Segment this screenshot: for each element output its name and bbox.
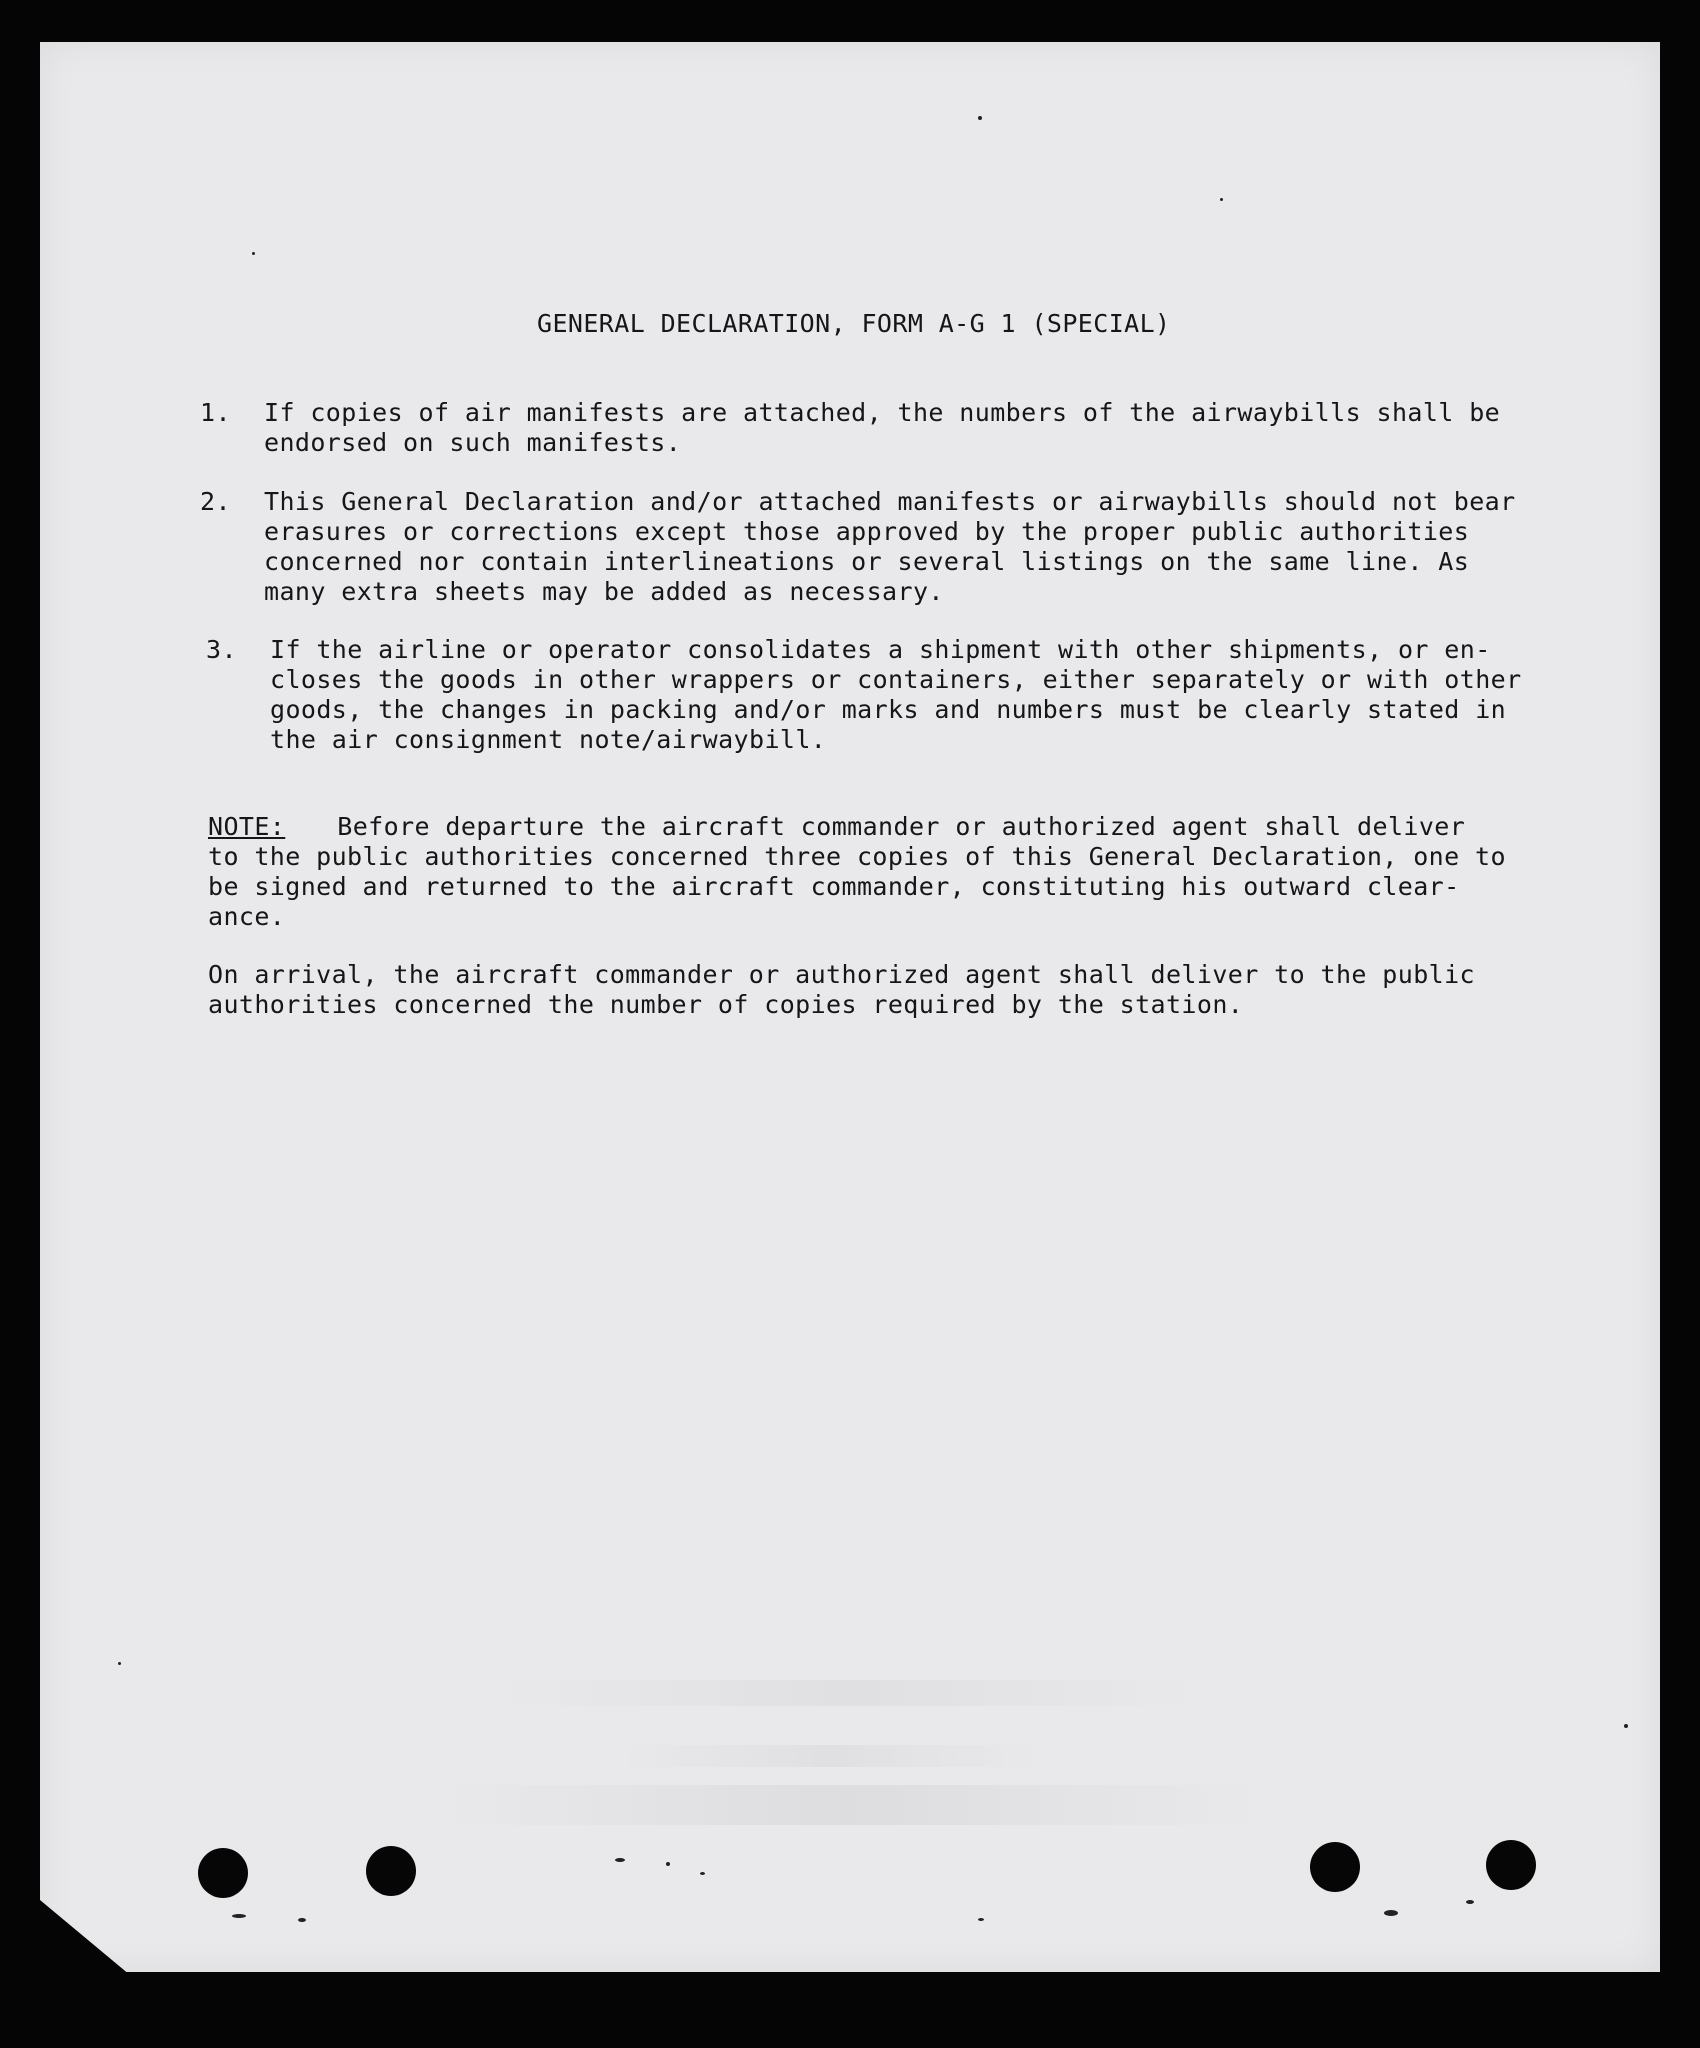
- arrival-line: authorities concerned the number of copies required by the station.: [208, 990, 1244, 1019]
- dust-speck: [700, 1872, 705, 1875]
- punch-hole: [198, 1848, 248, 1898]
- dust-speck: [298, 1918, 306, 1922]
- note-line: to the public authorities concerned three copies of this General Declaration, one to: [208, 842, 1506, 871]
- dust-speck: [615, 1858, 625, 1862]
- dust-speck: [1466, 1900, 1474, 1904]
- item-body: [264, 487, 1516, 607]
- note-paragraph: [208, 812, 1506, 932]
- dust-speck: [978, 1918, 984, 1921]
- dust-speck: [666, 1862, 670, 1866]
- dust-speck: [1624, 1724, 1628, 1728]
- item-line: endorsed on such manifests.: [264, 428, 682, 457]
- item-line: erasures or corrections except those approved by the proper public authorities: [264, 517, 1470, 546]
- item-body: [264, 398, 1500, 458]
- dust-speck: [1220, 198, 1223, 201]
- bleed-through-shadow: [440, 1785, 1260, 1825]
- note-first-line: [208, 812, 1506, 842]
- bleed-through-shadow: [620, 1745, 1040, 1767]
- item-number: 2.: [200, 487, 231, 516]
- item-line: If copies of air manifests are attached, the numbers of the airwaybills shall be: [264, 398, 1501, 427]
- item-line: closes the goods in other wrappers or containers, either separately or with other: [270, 665, 1522, 694]
- dust-speck: [118, 1662, 121, 1665]
- arrival-line: On arrival, the aircraft commander or authorized agent shall deliver to the public: [208, 960, 1476, 989]
- item-number: 1.: [200, 398, 231, 427]
- item-line: If the airline or operator consolidates a shipment with other shipments, or en-: [270, 635, 1491, 664]
- item-line: goods, the changes in packing and/or marks and numbers must be clearly stated in: [270, 695, 1507, 724]
- punch-hole: [1310, 1842, 1360, 1892]
- form-title: GENERAL DECLARATION, FORM A-G 1 (SPECIAL): [537, 309, 1171, 338]
- dust-speck: [1384, 1910, 1398, 1916]
- punch-hole: [1486, 1840, 1536, 1890]
- bleed-through-shadow: [500, 1680, 1200, 1706]
- item-line: concerned nor contain interlineations or several listings on the same line. As: [264, 547, 1470, 576]
- arrival-paragraph: [208, 960, 1475, 1020]
- item-line: the air consignment note/airwaybill.: [270, 725, 827, 754]
- note-label: NOTE:: [208, 812, 286, 841]
- punch-hole: [366, 1846, 416, 1896]
- note-line: ance.: [208, 902, 286, 931]
- dust-speck: [252, 252, 255, 255]
- dust-speck: [232, 1914, 246, 1918]
- note-line: be signed and returned to the aircraft commander, constituting his outward clear-: [208, 872, 1460, 901]
- dust-speck: [978, 116, 982, 120]
- note-line: Before departure the aircraft commander or authorized agent shall deliver: [337, 812, 1466, 841]
- item-number: 3.: [206, 635, 237, 664]
- item-line: many extra sheets may be added as necessary.: [264, 577, 944, 606]
- item-line: This General Declaration and/or attached manifests or airwaybills should not bear: [264, 487, 1516, 516]
- item-body: [270, 635, 1522, 755]
